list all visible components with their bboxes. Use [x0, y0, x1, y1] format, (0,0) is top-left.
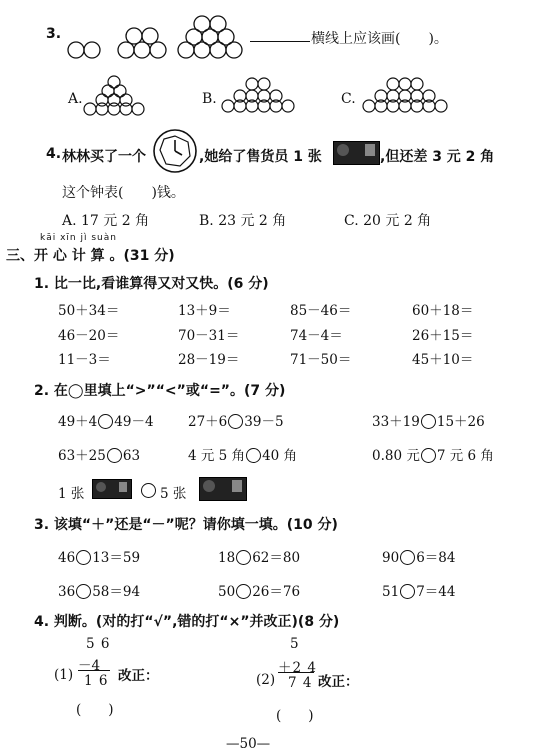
q4-option-a[interactable]: A. 17 元 2 角: [62, 213, 150, 229]
calc-item: 45＋10＝: [412, 352, 474, 368]
fill-right: 62＝80: [252, 550, 301, 566]
q3-option-b-figure[interactable]: [222, 78, 298, 112]
vertical-op: ＋2 4: [278, 660, 317, 676]
compare-circle[interactable]: [228, 414, 243, 429]
operator-circle[interactable]: [76, 584, 91, 599]
compare-circle[interactable]: [107, 448, 122, 463]
part3-title: 3. 该填“＋”还是“－”呢？请你填一填。(10 分): [34, 517, 338, 533]
compare-circle[interactable]: [246, 448, 261, 463]
fill-left: 36: [58, 584, 76, 600]
q3-question: 横线上应该画( )。: [311, 31, 448, 47]
part2-title: 2. 在◯里填上“>”“<”或“=”。(7 分): [34, 383, 286, 399]
money-compare-left-text: 1 张: [58, 486, 85, 502]
compare-item: [372, 410, 485, 430]
section3-title: 三、开 心 计 算 。(31 分): [6, 248, 175, 264]
q3-option-c-figure[interactable]: [363, 78, 455, 112]
fill-left: 46: [58, 550, 76, 566]
q4-text-a: 林林买了一个: [62, 149, 146, 165]
compare-right: 63: [122, 448, 141, 464]
vertical-line: [278, 672, 314, 673]
compare-item: [188, 410, 284, 430]
q4-text-c: ,但还差 3 元 2 角: [380, 149, 495, 165]
fill-item: [58, 580, 140, 600]
compare-left: 63＋25: [58, 448, 106, 464]
calc-item: 60＋18＝: [412, 303, 474, 319]
fill-right: 58＝94: [92, 584, 141, 600]
compare-item: [188, 444, 297, 464]
operator-circle[interactable]: [76, 550, 91, 565]
operator-circle[interactable]: [400, 550, 415, 565]
calc-item: 46－20＝: [58, 328, 120, 344]
fill-item: [218, 580, 300, 600]
fill-item: [382, 546, 455, 566]
fill-right: 26＝76: [252, 584, 301, 600]
compare-left: 33＋19: [372, 414, 420, 430]
compare-item: [58, 444, 140, 464]
compare-right: 40 角: [262, 448, 298, 464]
compare-left: 49＋4: [58, 414, 98, 430]
q3-option-c-label: C.: [341, 91, 356, 107]
money-compare-right-text: 5 张: [160, 486, 187, 502]
calc-item: 85－46＝: [290, 303, 352, 319]
fill-right: 6＝84: [416, 550, 456, 566]
compare-circle[interactable]: [421, 448, 436, 463]
fill-item: [58, 546, 140, 566]
compare-item: [58, 410, 154, 430]
q3-answer-line[interactable]: [250, 41, 310, 42]
judge-paren[interactable]: ( ): [76, 702, 114, 718]
vertical-result: 1 6: [84, 673, 109, 689]
q4-number: 4.: [46, 146, 62, 162]
vertical-result: 7 4: [288, 675, 313, 691]
problem-label: (2): [256, 672, 276, 688]
calc-item: 26＋15＝: [412, 328, 474, 344]
banknote-icon: [92, 479, 132, 499]
calc-item: 70－31＝: [178, 328, 240, 344]
compare-item: [372, 444, 494, 464]
vertical-op: －4: [78, 658, 101, 674]
q4-option-c[interactable]: C. 20 元 2 角: [344, 213, 432, 229]
banknote-icon: [199, 477, 247, 501]
page-number: —50—: [226, 736, 271, 752]
vertical-line: [78, 670, 110, 671]
fill-left: 51: [382, 584, 400, 600]
compare-right: 7 元 6 角: [436, 448, 494, 464]
calc-item: 11－3＝: [58, 352, 111, 368]
q3-option-b-label: B.: [202, 91, 217, 107]
fill-left: 18: [218, 550, 236, 566]
vertical-top: 5 6: [86, 636, 111, 652]
compare-circle[interactable]: [141, 483, 156, 498]
compare-left: 0.80 元: [372, 448, 420, 464]
fix-label: 改正：: [118, 668, 159, 684]
fill-right: 13＝59: [92, 550, 141, 566]
fill-right: 7＝44: [416, 584, 456, 600]
fill-item: [382, 580, 455, 600]
fill-left: 50: [218, 584, 236, 600]
compare-left: 4 元 5 角: [188, 448, 246, 464]
fill-left: 90: [382, 550, 400, 566]
calc-item: 50＋34＝: [58, 303, 120, 319]
q3-number: 3.: [46, 26, 62, 42]
fix-label: 改正：: [318, 674, 359, 690]
judge-paren[interactable]: ( ): [276, 708, 314, 724]
calc-item: 71－50＝: [290, 352, 352, 368]
q4-option-b[interactable]: B. 23 元 2 角: [199, 213, 287, 229]
q4-text-b: ,她给了售货员 1 张: [199, 149, 322, 165]
q3-option-a-figure[interactable]: [84, 76, 154, 116]
compare-left: 27＋6: [188, 414, 228, 430]
part1-title: 1. 比一比,看谁算得又对又快。(6 分): [34, 276, 269, 292]
clock-icon: [152, 128, 198, 174]
calc-item: 13＋9＝: [178, 303, 231, 319]
compare-right: 39－5: [244, 414, 284, 430]
operator-circle[interactable]: [236, 550, 251, 565]
fill-item: [218, 546, 300, 566]
problem-label: (1): [54, 667, 74, 683]
compare-right: 49－4: [114, 414, 154, 430]
calc-item: 74－4＝: [290, 328, 343, 344]
vertical-top: 5: [290, 636, 299, 652]
section3-pinyin: kāi xīn jì suàn: [40, 233, 117, 243]
operator-circle[interactable]: [400, 584, 415, 599]
q3-option-a-label: A.: [68, 91, 83, 107]
calc-item: 28－19＝: [178, 352, 240, 368]
compare-circle[interactable]: [98, 414, 113, 429]
operator-circle[interactable]: [236, 584, 251, 599]
q4-line2: 这个钟表( )钱。: [62, 185, 185, 201]
compare-right: 15＋26: [436, 414, 485, 430]
part4-title: 4. 判断。(对的打“√”,错的打“×”并改正)(8 分): [34, 614, 340, 630]
banknote-icon: [333, 141, 380, 165]
compare-circle[interactable]: [421, 414, 436, 429]
